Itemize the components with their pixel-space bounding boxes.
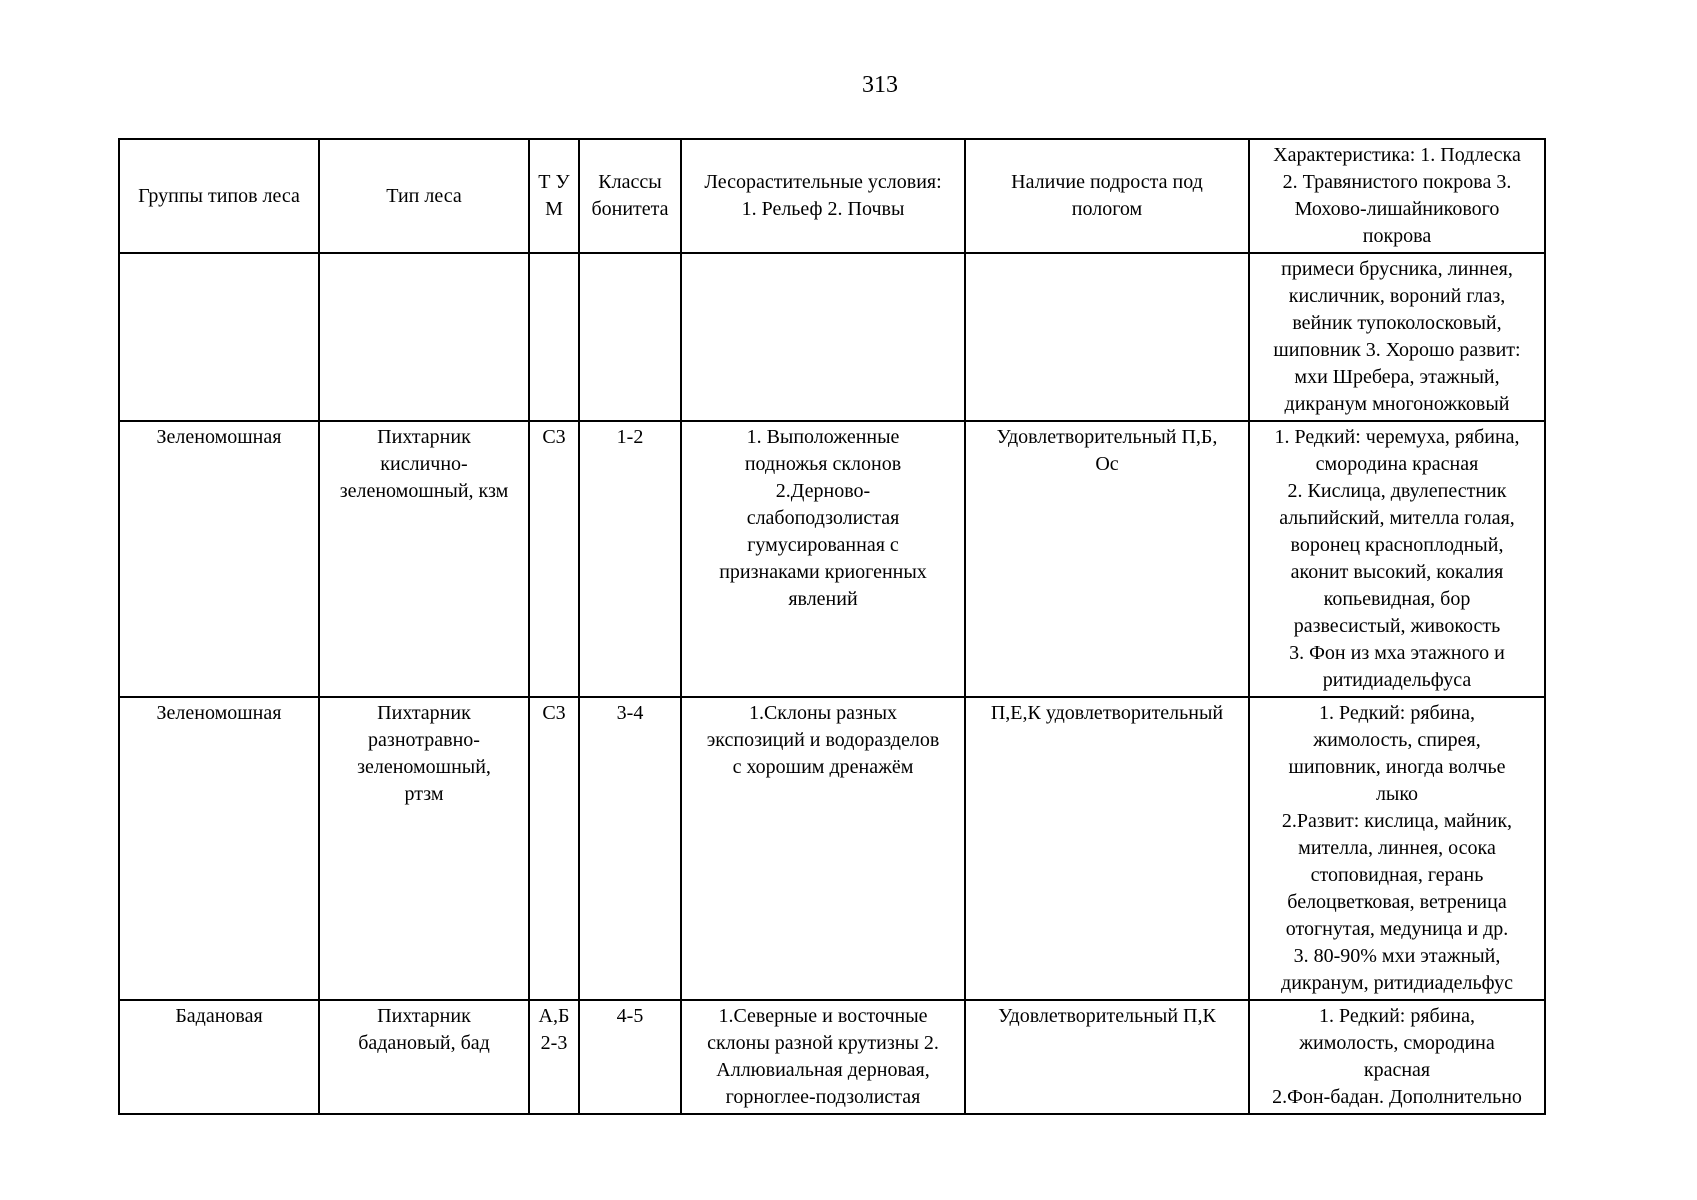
- cell-text-line: Зеленомошная: [156, 426, 282, 448]
- cell-text-line: 1.Склоны разных: [748, 702, 898, 724]
- cell-conditions: [681, 253, 965, 421]
- cell-characteristics: [1249, 1000, 1545, 1114]
- cell-text-line: бонитета: [591, 198, 669, 220]
- cell-undergrowth: [965, 253, 1249, 421]
- cell-text-line: Аллювиальная дерновая,: [716, 1059, 930, 1081]
- cell-bonitet: [579, 421, 681, 697]
- cell-text-line: зеленомошный, кзм: [339, 480, 509, 502]
- cell-text-line: 1. Выположенные: [746, 426, 900, 448]
- cell-text-line: 2.Фон-бадан. Дополнительно: [1272, 1086, 1522, 1108]
- table-row: [119, 421, 1545, 697]
- cell-text-line: 3. 80-90% мхи этажный,: [1293, 945, 1501, 967]
- cell-text-line: примеси брусника, линнея,: [1281, 258, 1513, 280]
- header-undergrowth: [965, 139, 1249, 253]
- cell-text-line: аконит высокий, кокалия: [1290, 561, 1504, 583]
- header-tum: [529, 139, 579, 253]
- cell-text-line: жимолость, смородина: [1299, 1032, 1495, 1054]
- cell-text-line: Удовлетворительный П,К: [998, 1005, 1216, 1027]
- cell-tum: [529, 697, 579, 1000]
- cell-bonitet: [579, 1000, 681, 1114]
- cell-text-line: Ос: [1095, 453, 1119, 475]
- cell-text-line: Группы типов леса: [138, 184, 300, 207]
- cell-text-line: А,Б: [538, 1005, 570, 1027]
- cell-group: [119, 697, 319, 1000]
- cell-text-line: 2. Кислица, двулепестник: [1287, 480, 1507, 502]
- cell-undergrowth: [965, 697, 1249, 1000]
- cell-text-line: шиповник 3. Хорошо развит:: [1273, 339, 1521, 361]
- cell-text-line: копьевидная, бор: [1323, 588, 1471, 610]
- cell-text-line: лыко: [1375, 783, 1419, 805]
- cell-text-line: 2. Травянистого покрова 3.: [1282, 171, 1512, 193]
- cell-conditions: [681, 697, 965, 1000]
- cell-text-line: кислично-: [380, 453, 468, 475]
- cell-text-line: 1.Северные и восточные: [718, 1005, 928, 1027]
- cell-text-line: 4-5: [616, 1005, 644, 1027]
- cell-text-line: признаками криогенных: [719, 561, 927, 583]
- cell-text-line: 2.Развит: кислица, майник,: [1281, 810, 1513, 832]
- cell-text-line: Удовлетворительный П,Б,: [996, 426, 1218, 448]
- header-characteristics: [1249, 139, 1545, 253]
- table-row: [119, 253, 1545, 421]
- cell-text-line: разнотравно-: [368, 729, 480, 751]
- cell-text-line: П,Е,К удовлетворительный: [990, 702, 1224, 724]
- cell-text-line: Пихтарник: [377, 1005, 471, 1027]
- cell-characteristics: [1249, 697, 1545, 1000]
- header-forest-type: [319, 139, 529, 253]
- cell-characteristics: [1249, 421, 1545, 697]
- cell-undergrowth: [965, 421, 1249, 697]
- cell-text-line: ритидиадельфуса: [1322, 669, 1472, 691]
- cell-text-line: горноглее-подзолистая: [725, 1086, 921, 1108]
- cell-text-line: мхи Шребера, этажный,: [1294, 366, 1500, 388]
- cell-text-line: Характеристика: 1. Подлеска: [1273, 144, 1521, 166]
- cell-tum: [529, 253, 579, 421]
- cell-text-line: 1-2: [616, 426, 644, 448]
- cell-text-line: явлений: [788, 588, 858, 610]
- cell-text-line: подножья склонов: [744, 453, 902, 475]
- cell-text-line: Лесорастительные условия:: [704, 171, 942, 193]
- cell-text-line: 3. Фон из мха этажного и: [1289, 642, 1505, 664]
- header-bonitet-class: [579, 139, 681, 253]
- cell-text-line: 2.Дерново-: [775, 480, 871, 502]
- forest-types-table: [118, 138, 1546, 1115]
- cell-text-line: кисличник, вороний глаз,: [1288, 285, 1506, 307]
- cell-text-line: экспозиций и водоразделов: [706, 729, 940, 751]
- cell-undergrowth: [965, 1000, 1249, 1114]
- cell-text-line: с хорошим дренажём: [732, 756, 914, 778]
- cell-tum: [529, 421, 579, 697]
- cell-text-line: склоны разной крутизны 2.: [707, 1032, 939, 1054]
- header-growing-conditions: [681, 139, 965, 253]
- cell-text-line: белоцветковая, ветреница: [1287, 891, 1507, 913]
- cell-text-line: Зеленомошная: [156, 702, 282, 724]
- cell-text-line: отогнутая, медуница и др.: [1285, 918, 1509, 940]
- cell-text-line: М: [545, 198, 563, 220]
- cell-text-line: Пихтарник: [377, 702, 471, 724]
- cell-text-line: ртзм: [404, 783, 444, 805]
- table-header-row: [119, 139, 1545, 253]
- cell-group: [119, 421, 319, 697]
- cell-text-line: 1. Редкий: рябина,: [1319, 1005, 1475, 1027]
- cell-tum: [529, 1000, 579, 1114]
- header-forest-type-group: [119, 139, 319, 253]
- cell-conditions: [681, 1000, 965, 1114]
- cell-text-line: 2-3: [540, 1032, 568, 1054]
- cell-text-line: красная: [1363, 1059, 1431, 1081]
- cell-text-line: 1. Редкий: черемуха, рябина,: [1274, 426, 1520, 448]
- cell-text-line: Т У: [538, 171, 570, 193]
- cell-text-line: стоповидная, герань: [1310, 864, 1484, 886]
- cell-text-line: Классы: [598, 171, 662, 193]
- cell-forest-type: [319, 1000, 529, 1114]
- cell-text-line: воронец красноплодный,: [1290, 534, 1504, 556]
- cell-text-line: шиповник, иногда волчье: [1288, 756, 1506, 778]
- cell-text-line: гумусированная с: [747, 534, 899, 556]
- cell-text-line: С3: [542, 702, 566, 724]
- cell-characteristics: [1249, 253, 1545, 421]
- cell-text-line: слабоподзолистая: [746, 507, 900, 529]
- table-row: [119, 697, 1545, 1000]
- cell-text-line: мителла, линнея, осока: [1298, 837, 1496, 859]
- cell-text-line: дикранум многоножковый: [1284, 393, 1510, 415]
- cell-text-line: покрова: [1362, 225, 1432, 247]
- cell-text-line: Бадановая: [175, 1005, 263, 1027]
- cell-text-line: вейник тупоколосковый,: [1292, 312, 1502, 334]
- cell-text-line: Мохово-лишайникового: [1294, 198, 1500, 220]
- cell-conditions: [681, 421, 965, 697]
- cell-bonitet: [579, 253, 681, 421]
- cell-text-line: дикранум, ритидиадельфус: [1281, 972, 1513, 994]
- cell-text-line: Наличие подроста под: [1011, 171, 1203, 193]
- cell-text-line: зеленомошный,: [357, 756, 491, 778]
- cell-text-line: 1. Рельеф 2. Почвы: [741, 198, 905, 220]
- cell-text-line: Тип леса: [386, 184, 462, 207]
- cell-forest-type: [319, 253, 529, 421]
- cell-group: [119, 253, 319, 421]
- cell-text-line: пологом: [1071, 198, 1143, 220]
- table-row: [119, 1000, 1545, 1114]
- cell-text-line: альпийский, мителла голая,: [1279, 507, 1515, 529]
- cell-text-line: развесистый, живокость: [1293, 615, 1501, 637]
- cell-bonitet: [579, 697, 681, 1000]
- cell-text-line: Пихтарник: [377, 426, 471, 448]
- cell-text-line: бадановый, бад: [358, 1032, 490, 1054]
- cell-text-line: жимолость, спирея,: [1313, 729, 1481, 751]
- cell-text-line: 3-4: [616, 702, 644, 724]
- cell-forest-type: [319, 421, 529, 697]
- cell-forest-type: [319, 697, 529, 1000]
- cell-text-line: смородина красная: [1315, 453, 1479, 475]
- cell-text-line: С3: [542, 426, 566, 448]
- page-number: 313: [862, 72, 898, 98]
- cell-text-line: 1. Редкий: рябина,: [1319, 702, 1475, 724]
- cell-group: [119, 1000, 319, 1114]
